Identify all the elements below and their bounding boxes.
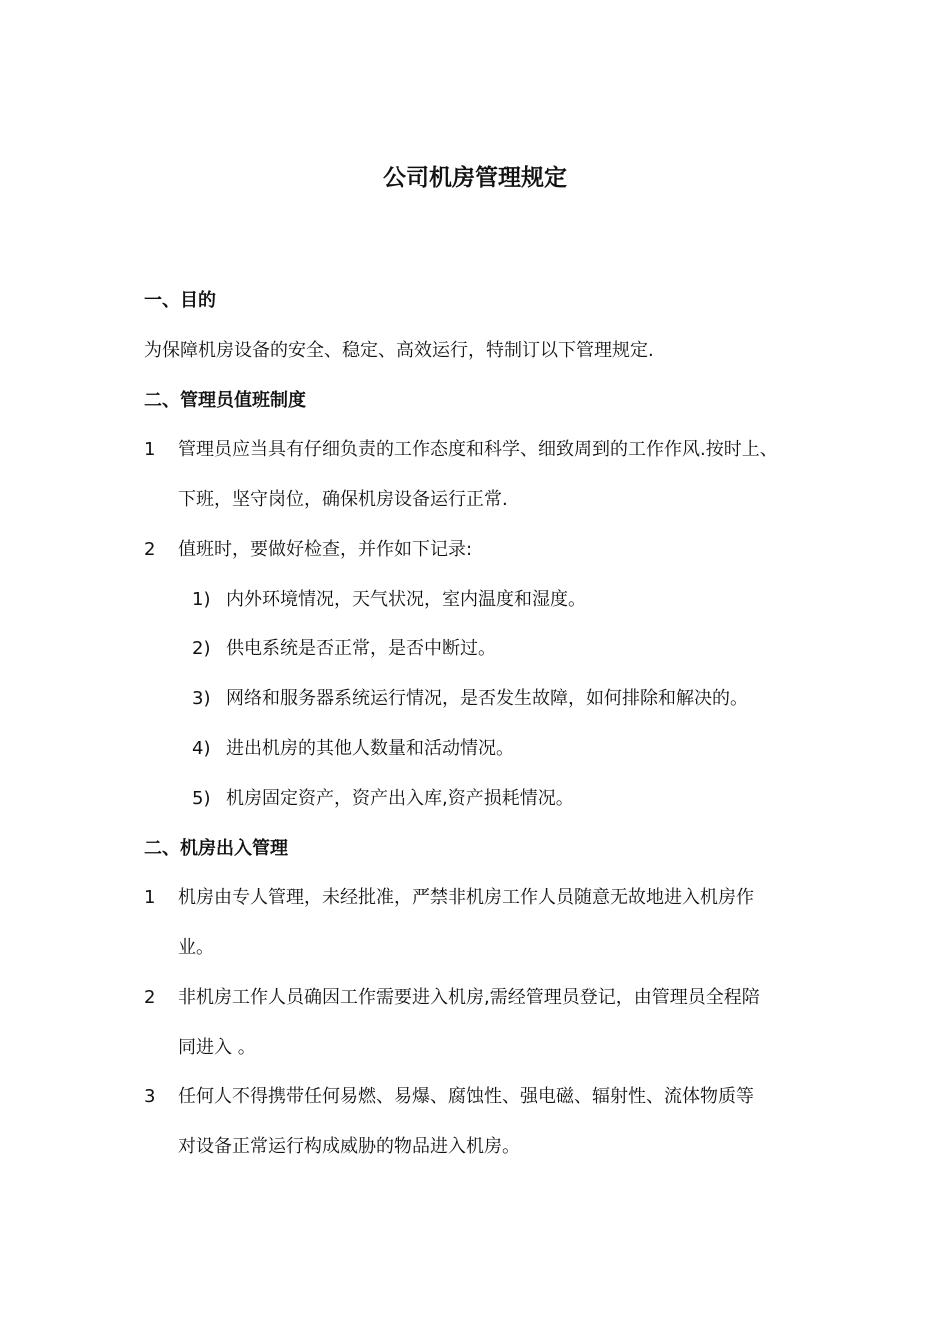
subitem-text: 机房固定资产，资产出入库,资产损耗情况。: [226, 788, 574, 809]
item-text-line: 管理员应当具有仔细负责的工作态度和科学、细致周到的工作作风.按时上、: [178, 439, 778, 460]
document-title: 公司机房管理规定: [383, 165, 567, 191]
item-text-line: 对设备正常运行构成威胁的物品进入机房。: [178, 1136, 520, 1157]
item-number: 1: [144, 439, 156, 460]
section-heading-purpose: 一、目的: [144, 290, 216, 311]
subitem-number: 1): [192, 589, 211, 610]
item-number: 2: [144, 987, 156, 1008]
subitem-number: 4): [192, 738, 211, 759]
item-number: 2: [144, 539, 156, 560]
item-text-line: 下班，坚守岗位，确保机房设备运行正常.: [178, 489, 508, 510]
subitem-text: 供电系统是否正常，是否中断过。: [226, 638, 496, 659]
subitem-text: 网络和服务器系统运行情况，是否发生故障，如何排除和解决的。: [226, 688, 748, 709]
subitem-number: 2): [192, 638, 211, 659]
item-text-line: 业。: [178, 937, 214, 958]
purpose-paragraph: 为保障机房设备的安全、稳定、高效运行，特制订以下管理规定.: [144, 340, 654, 361]
item-text-line: 值班时，要做好检查，并作如下记录:: [178, 539, 473, 560]
item-text-line: 非机房工作人员确因工作需要进入机房,需经管理员登记，由管理员全程陪: [178, 987, 760, 1008]
item-text-line: 同进入 。: [178, 1037, 256, 1058]
item-text-line: 任何人不得携带任何易燃、易爆、腐蚀性、强电磁、辐射性、流体物质等: [178, 1086, 754, 1107]
item-number: 3: [144, 1086, 156, 1107]
subitem-number: 5): [192, 788, 211, 809]
subitem-number: 3): [192, 688, 211, 709]
section-heading-duty: 二、管理员值班制度: [144, 390, 306, 411]
item-text-line: 机房由专人管理，未经批准，严禁非机房工作人员随意无故地进入机房作: [178, 887, 754, 908]
section-heading-access: 二、机房出入管理: [144, 838, 288, 859]
item-number: 1: [144, 887, 156, 908]
subitem-text: 内外环境情况，天气状况，室内温度和湿度。: [226, 589, 586, 610]
subitem-text: 进出机房的其他人数量和活动情况。: [226, 738, 514, 759]
